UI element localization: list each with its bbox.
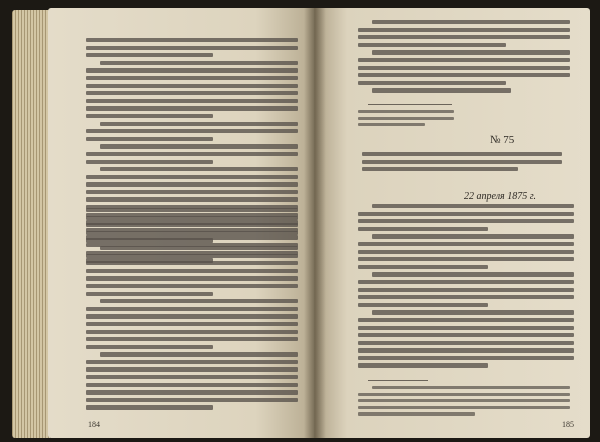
text-line [86,405,213,409]
text-line [86,261,298,265]
text-line [100,246,298,250]
right-page-number: 185 [562,420,574,429]
text-line [362,167,518,171]
text-line [362,160,562,164]
text-line [86,208,298,212]
text-line [86,197,298,201]
text-line [358,265,488,269]
text-line [86,276,298,280]
text-line [86,84,298,88]
text-line [358,242,574,246]
text-line [86,182,298,186]
text-line [86,216,298,220]
left-page-text-bottom [86,208,298,410]
text-line [100,299,298,303]
text-line [86,238,213,242]
text-line [86,152,298,156]
text-line [372,204,574,208]
text-line [358,73,570,77]
text-line [358,326,574,330]
text-line [86,190,298,194]
text-line [358,43,506,47]
text-line [100,122,298,126]
text-line [86,322,298,326]
text-line [358,341,574,345]
text-line [86,53,213,57]
text-line [86,307,298,311]
text-line [86,337,298,341]
text-line [86,314,298,318]
text-line [358,333,574,337]
text-line [358,348,574,352]
text-line [86,398,298,402]
text-line [372,20,570,24]
text-line [86,367,298,371]
text-line [358,250,574,254]
text-line [86,231,298,235]
book-gutter [304,8,326,438]
document-body [358,204,574,368]
text-line [358,66,570,70]
text-line [100,144,298,148]
document-number: № 75 [490,134,515,146]
text-line [100,61,298,65]
text-line [86,330,298,334]
footnote [358,386,570,416]
document-title [362,152,562,171]
text-line [362,152,562,156]
text-line [358,35,570,39]
text-line [86,46,298,50]
document-date: 22 апреля 1875 г. [464,191,536,202]
text-line [358,123,425,126]
text-line [86,99,298,103]
text-line [86,68,298,72]
text-line [372,234,574,238]
text-line [86,292,213,296]
text-line [86,76,298,80]
text-line [86,106,298,110]
separator-rule [368,104,452,105]
text-line [86,38,298,42]
text-line [358,303,488,307]
text-line [86,284,298,288]
right-page [314,8,590,438]
text-line [358,399,570,402]
page-edges [12,10,50,438]
text-line [358,81,506,85]
text-line [358,393,570,396]
text-line [372,50,570,54]
text-line [358,28,570,32]
left-page [48,8,314,438]
text-line [372,88,511,92]
text-line [86,254,298,258]
text-line [358,117,454,120]
text-line [358,412,475,415]
text-line [100,167,298,171]
text-line [86,390,298,394]
text-line [358,356,574,360]
text-line [372,272,574,276]
text-line [358,219,574,223]
text-line [86,114,213,118]
text-line [86,160,213,164]
text-line [358,58,570,62]
text-line [372,386,570,389]
text-line [358,280,574,284]
text-line [358,288,574,292]
left-page-number: 184 [88,420,100,429]
text-line [358,295,574,299]
text-line [86,129,298,133]
text-line [86,383,298,387]
text-line [86,223,298,227]
right-page-letter-end [358,20,570,93]
text-line [372,310,574,314]
text-line [86,375,298,379]
text-line [358,406,570,409]
text-line [358,318,574,322]
text-line [86,91,298,95]
text-line [86,269,298,273]
text-line [358,212,574,216]
footnote-rule [368,380,428,381]
text-line [358,257,574,261]
text-line [358,363,488,367]
text-line [358,227,488,231]
text-line [100,352,298,356]
text-line [358,110,454,113]
text-line [86,360,298,364]
text-line [86,175,298,179]
text-line [86,345,213,349]
archive-reference [358,110,454,126]
text-line [86,137,213,141]
